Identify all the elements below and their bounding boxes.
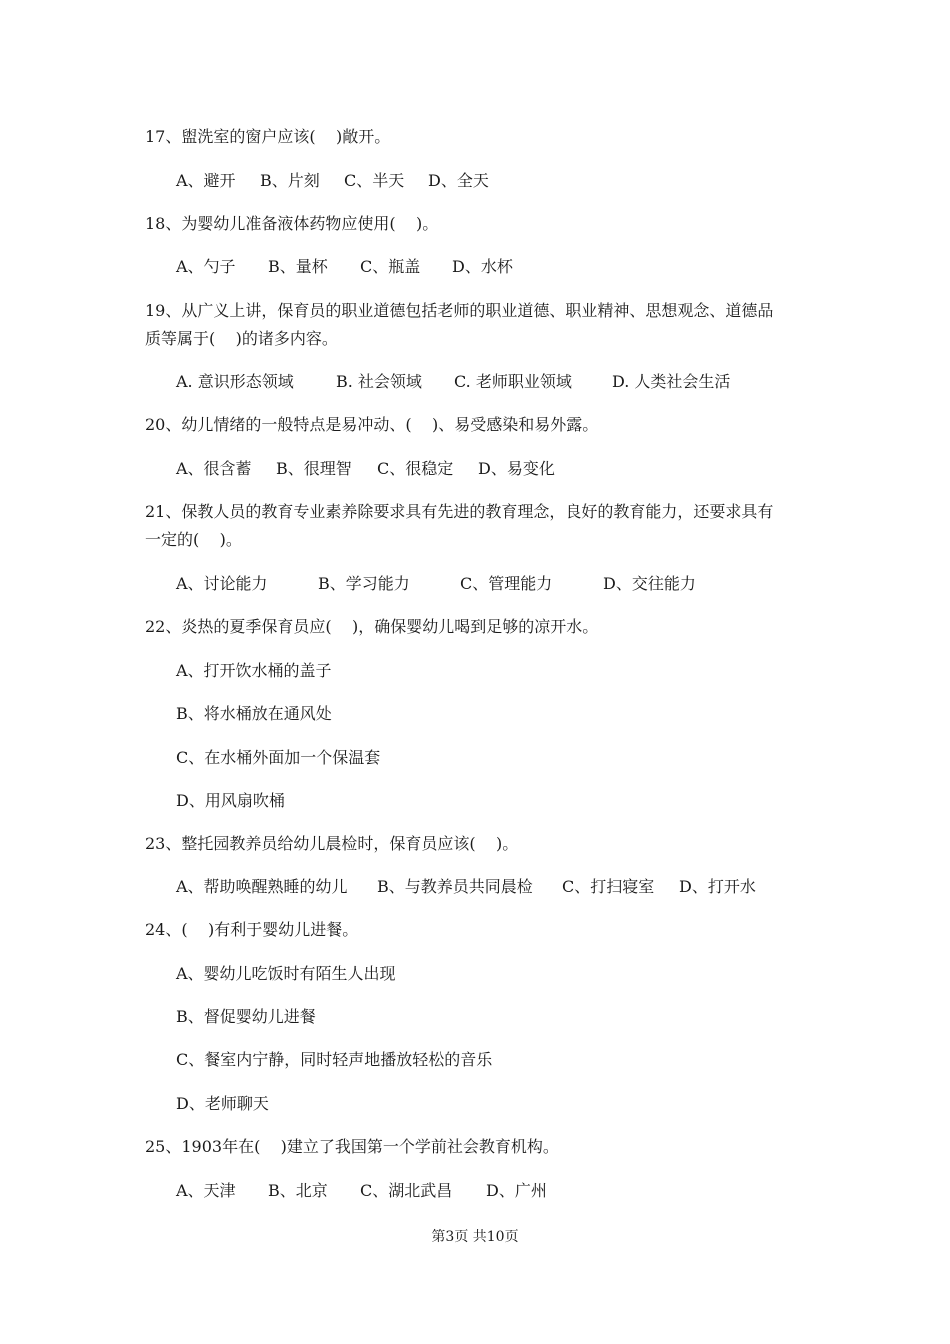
option-23-a: A、帮助唤醒熟睡的幼儿 (176, 877, 348, 896)
option-24-d: D、老师聊天 (176, 1094, 269, 1113)
option-20-a: A、很含蓄 (176, 459, 252, 478)
option-17-a: A、避开 (176, 171, 236, 190)
option-19-a: A. 意识形态领域 (176, 372, 294, 391)
option-25-a: A、天津 (176, 1181, 236, 1200)
option-17-b: B、片刻 (260, 171, 320, 190)
option-24-a: A、婴幼儿吃饭时有陌生人出现 (176, 964, 396, 983)
option-23-d: D、打开水 (679, 877, 756, 896)
question-20: 20、幼儿情绪的一般特点是易冲动、( )、易受感染和易外露。 (145, 415, 599, 434)
option-21-a: A、讨论能力 (176, 574, 268, 593)
option-18-b: B、量杯 (268, 257, 328, 276)
option-25-c: C、湖北武昌 (360, 1181, 453, 1200)
question-18: 18、为婴幼儿准备液体药物应使用( )。 (145, 214, 439, 233)
question-21-line-2: 一定的( )。 (145, 530, 242, 549)
option-24-c: C、餐室内宁静，同时轻声地播放轻松的音乐 (176, 1050, 493, 1069)
option-19-b: B. 社会领域 (336, 372, 422, 391)
question-22: 22、炎热的夏季保育员应( )，确保婴幼儿喝到足够的凉开水。 (145, 617, 599, 636)
option-23-b: B、与教养员共同晨检 (377, 877, 533, 896)
option-18-a: A、勺子 (176, 257, 236, 276)
question-21-line-1: 21、保教人员的教育专业素养除要求具有先进的教育理念，良好的教育能力，还要求具有 (145, 502, 774, 521)
option-22-b: B、将水桶放在通风处 (176, 704, 332, 723)
option-17-d: D、全天 (428, 171, 489, 190)
option-22-a: A、打开饮水桶的盖子 (176, 661, 332, 680)
question-19-line-1: 19、从广义上讲，保育员的职业道德包括老师的职业道德、职业精神、思想观念、道德品 (145, 301, 774, 320)
option-25-d: D、广州 (486, 1181, 547, 1200)
option-23-c: C、打扫寝室 (562, 877, 655, 896)
question-19-line-2: 质等属于( )的诸多内容。 (145, 329, 338, 348)
option-22-d: D、用风扇吹桶 (176, 791, 285, 810)
question-17: 17、盥洗室的窗户应该( )敞开。 (145, 127, 391, 146)
question-23: 23、整托园教养员给幼儿晨检时，保育员应该( )。 (145, 834, 519, 853)
option-20-d: D、易变化 (478, 459, 555, 478)
option-21-d: D、交往能力 (603, 574, 696, 593)
option-20-c: C、很稳定 (377, 459, 454, 478)
option-21-c: C、管理能力 (460, 574, 553, 593)
option-17-c: C、半天 (344, 171, 405, 190)
option-24-b: B、督促婴幼儿进餐 (176, 1007, 316, 1026)
option-18-c: C、瓶盖 (360, 257, 421, 276)
question-25: 25、1903年在( )建立了我国第一个学前社会教育机构。 (145, 1137, 559, 1156)
question-24: 24、( )有利于婴幼儿进餐。 (145, 920, 359, 939)
option-20-b: B、很理智 (276, 459, 352, 478)
option-19-d: D. 人类社会生活 (612, 372, 731, 391)
option-18-d: D、水杯 (452, 257, 513, 276)
option-25-b: B、北京 (268, 1181, 328, 1200)
option-21-b: B、学习能力 (318, 574, 410, 593)
option-19-c: C. 老师职业领域 (454, 372, 572, 391)
option-22-c: C、在水桶外面加一个保温套 (176, 748, 381, 767)
page-footer: 第3页 共10页 (431, 1229, 519, 1245)
